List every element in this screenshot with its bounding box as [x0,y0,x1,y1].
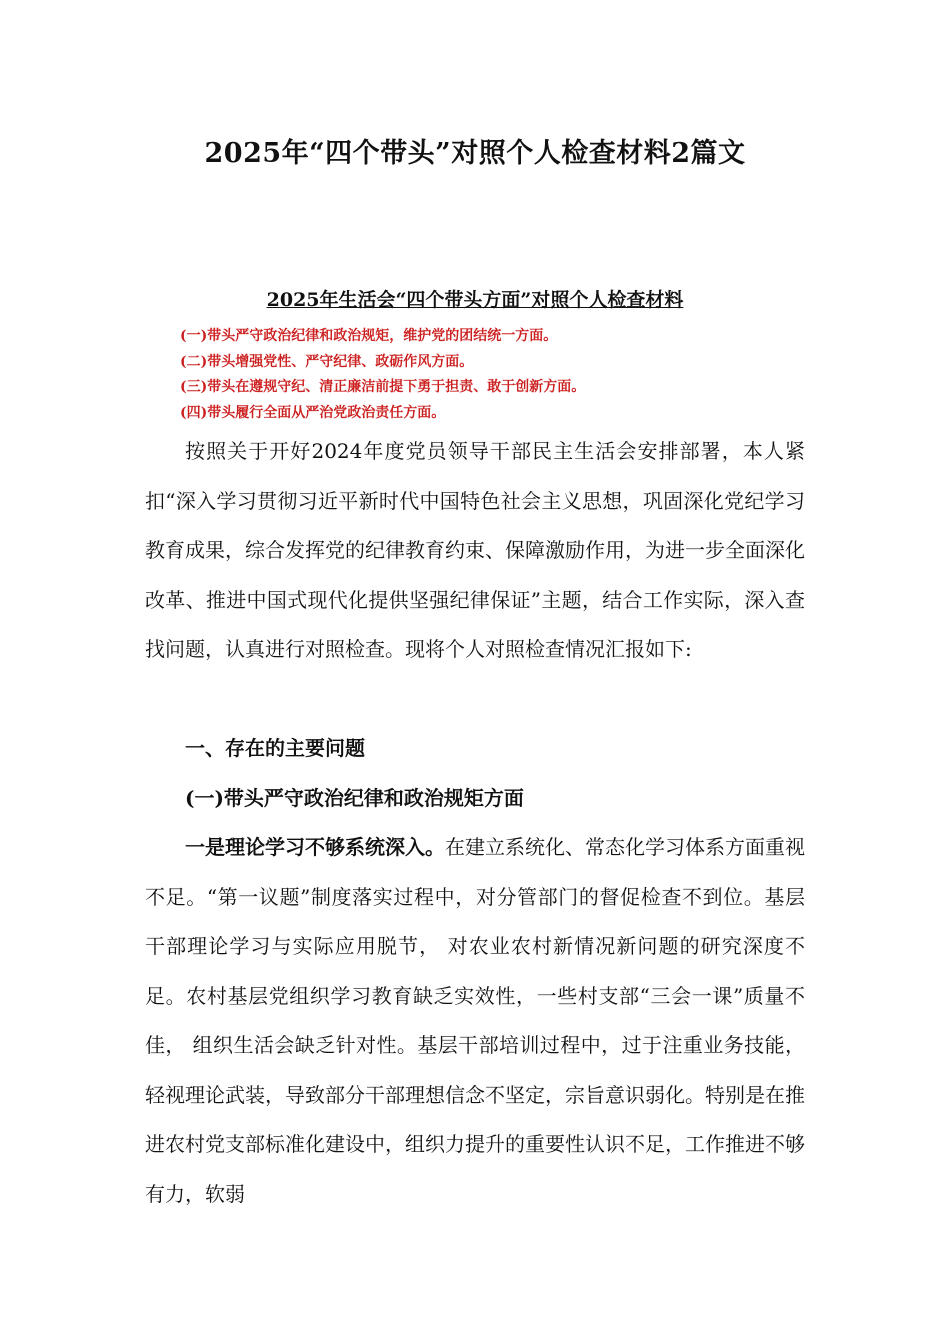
toc-item: (四)带头履行全面从严治党政治责任方面。 [180,404,446,421]
body-paragraph [145,823,805,1219]
main-title: 2025年“四个带头”对照个人检查材料2篇文 [204,138,746,169]
toc-item: (二)带头增强党性、严守纪律、政砺作风方面。 [180,353,474,370]
toc-list [180,324,820,426]
subsection-heading: (一)带头严守政治纪律和政治规矩方面 [185,786,524,810]
paragraph-body: 在建立系统化、常态化学习体系方面重视不足。“第一议题”制度落实过程中，对分管部门的督促检查不到位。基层干部理论学习与实际应用脱节， 对农业农村新情况新问题的研究深度不足。农村基层党组织学习教育缺乏实效性，一些村支部“三会一课”质量不佳， 组织生活会缺乏针对性。基层干部培训过程中，过于注重业务技能，轻视理论武装，导致部分干部理想信念不坚定，宗旨意识弱化。特别是在推进农村党支部标准化建设中，组织力提升的重要性认识不足，工作推进不够有力，软弱 [145,835,805,1206]
sub-title: 2025年生活会“四个带头方面”对照个人检查材料 [266,289,684,311]
toc-item: (一)带头严守政治纪律和政治规矩，维护党的团结统一方面。 [180,328,558,344]
toc-item: (三)带头在遵规守纪、清正廉洁前提下勇于担责、敢于创新方面。 [180,379,586,395]
section-heading: 一、存在的主要问题 [185,736,365,760]
intro-paragraph: 按照关于开好2024年度党员领导干部民主生活会安排部署，本人紧扣“深入学习贯彻习近平新时代中国特色社会主义思想，巩固深化党纪学习教育成果，综合发挥党的纪律教育约束、保障激励作用，为进一步全面深化改革、推进中国式现代化提供坚强纪律保证”主题，结合工作实际，深入查找问题，认真进行对照检查。现将个人对照检查情况汇报如下: [145,439,805,661]
paragraph-lead: 一是理论学习不够系统深入。 [185,835,445,859]
